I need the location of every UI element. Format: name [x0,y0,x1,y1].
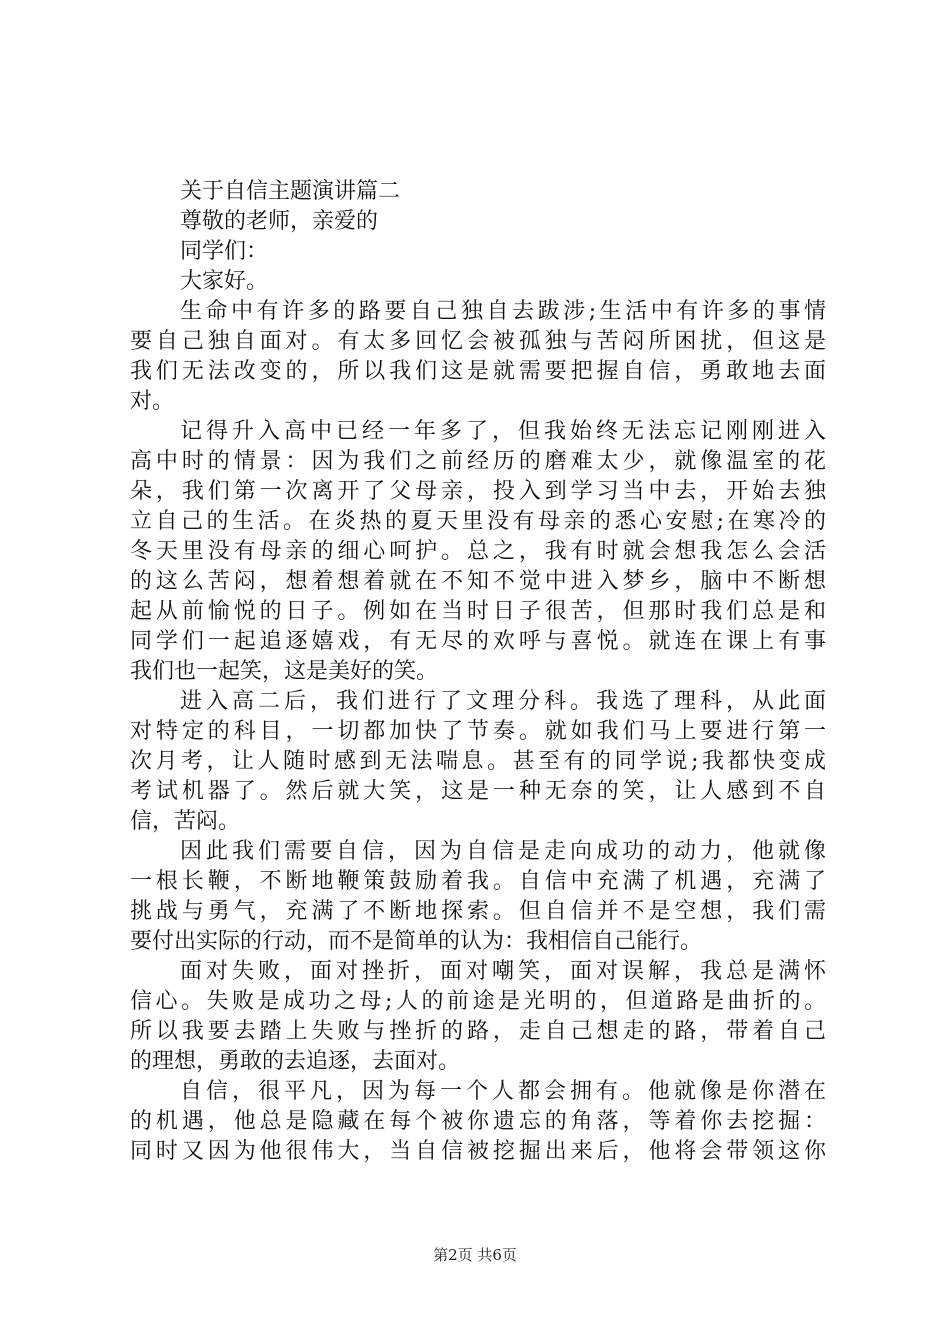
paragraph-5 [130,957,826,1077]
text-line: 的机遇，他总是隐藏在每个被你遗忘的角落，等着你去挖掘： [130,1109,826,1134]
text-line: 高中时的情景：因为我们之前经历的磨难太少，就像温室的花 [130,449,826,474]
document-body [130,177,826,1167]
text-line: 朵，我们第一次离开了父母亲，投入到学习当中去，开始去独 [130,479,826,504]
text-line: 对特定的科目，一切都加快了节奏。就如我们马上要进行第一 [130,719,826,744]
paragraph-4 [130,837,826,957]
salutation-line: 同学们： [180,239,269,264]
text-line: 我们也一起笑，这是美好的笑。 [130,659,439,684]
text-line: 要自己独自面对。有太多回忆会被孤独与苦闷所困扰，但这是 [130,329,826,354]
paragraph-2 [130,417,826,687]
text-line: 我们无法改变的，所以我们这是就需要把握自信，勇敢地去面 [130,359,826,384]
text-line: 考试机器了。然后就大笑，这是一种无奈的笑，让人感到不自 [130,779,826,804]
text-line: 面对失败，面对挫折，面对嘲笑，面对误解，我总是满怀 [180,959,826,984]
text-line: 的理想，勇敢的去追逐，去面对。 [130,1049,461,1074]
text-line: 立自己的生活。在炎热的夏天里没有母亲的悉心安慰;在寒冷的 [130,509,826,534]
text-line: 挑战与勇气，充满了不断地探索。但自信并不是空想，我们需 [130,899,826,924]
text-line: 进入高二后，我们进行了文理分科。我选了理科，从此面 [180,689,826,714]
paragraph-6 [130,1077,826,1167]
salutation-line: 尊敬的老师，亲爱的 [180,209,379,234]
text-line: 次月考，让人随时感到无法喘息。甚至有的同学说;我都快变成 [130,749,826,774]
text-line: 信心。失败是成功之母;人的前途是光明的，但道路是曲折的。 [130,989,826,1014]
speech-title: 关于自信主题演讲篇二 [180,179,401,204]
text-line: 自信，很平凡，因为每一个人都会拥有。他就像是你潜在 [180,1079,826,1104]
greeting-line: 大家好。 [180,269,269,294]
text-line: 信，苦闷。 [130,809,241,834]
paragraph-1 [130,297,826,417]
text-line: 生命中有许多的路要自己独自去跋涉;生活中有许多的事情 [180,299,826,324]
text-line: 要付出实际的行动，而不是简单的认为：我相信自己能行。 [130,929,703,954]
text-line: 所以我要去踏上失败与挫折的路，走自己想走的路，带着自己 [130,1019,826,1044]
text-line: 起从前愉悦的日子。例如在当时日子很苦，但那时我们总是和 [130,599,826,624]
text-line: 同学们一起追逐嬉戏，有无尽的欢呼与喜悦。就连在课上有事 [130,629,826,654]
text-line: 对。 [130,389,175,414]
text-line: 的这么苦闷，想着想着就在不知不觉中进入梦乡，脑中不断想 [130,569,826,594]
text-line: 同时又因为他很伟大，当自信被挖掘出来后，他将会带领这你 [130,1139,826,1164]
text-line: 因此我们需要自信，因为自信是走向成功的动力，他就像 [180,839,826,864]
text-line: 冬天里没有母亲的细心呵护。总之，我有时就会想我怎么会活 [130,539,826,564]
text-line: 一根长鞭，不断地鞭策鼓励着我。自信中充满了机遇，充满了 [130,869,826,894]
paragraph-3 [130,687,826,837]
page-number-footer: 第2页 共6页 [433,1246,517,1264]
text-line: 记得升入高中已经一年多了，但我始终无法忘记刚刚进入 [180,419,826,444]
